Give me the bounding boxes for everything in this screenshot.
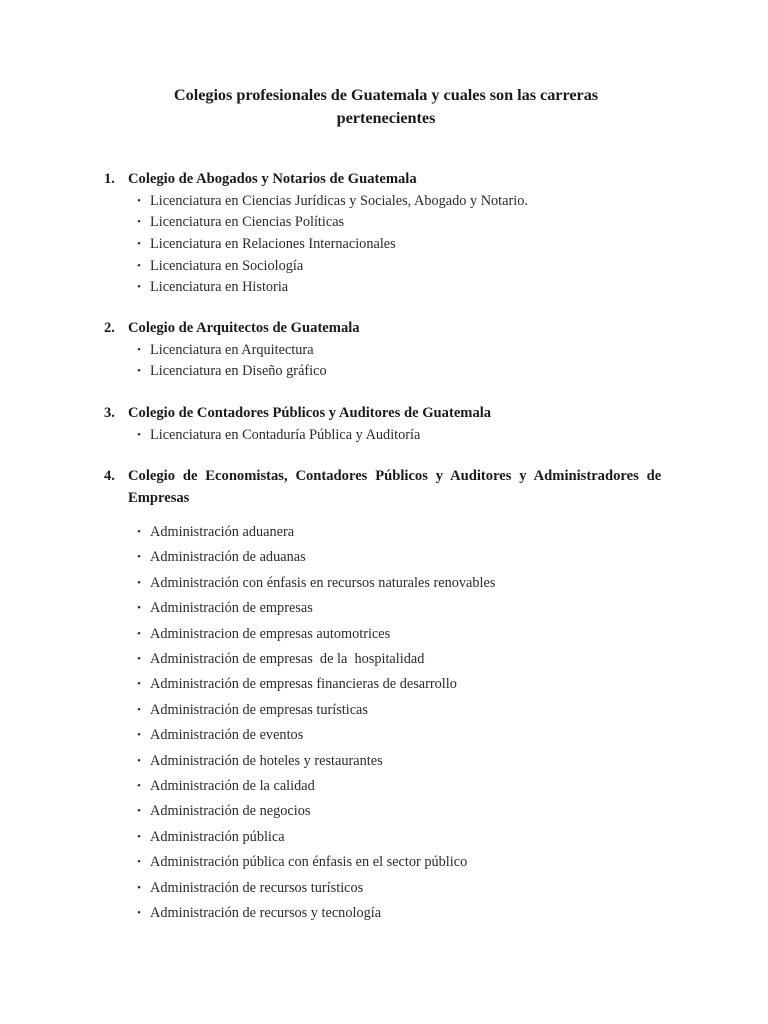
list-item	[0, 876, 768, 901]
section-3-number: 3.	[104, 405, 115, 421]
list-item-label: Administración de recursos turísticos	[150, 879, 364, 896]
page-title-line-2: pertenecientes	[336, 107, 436, 127]
section-4-list	[0, 520, 768, 927]
list-item-label: Administración de aduanas	[150, 549, 306, 566]
list-item-label: Licenciatura en Ciencias Jurídicas y Sociales, Abogado y Notario.	[150, 192, 528, 209]
section-3-list	[0, 425, 768, 447]
section-1-number: 1.	[104, 171, 115, 187]
bullet-icon: •	[137, 365, 141, 378]
list-item	[0, 647, 768, 672]
bullet-icon: •	[137, 653, 141, 666]
list-item	[0, 571, 768, 596]
list-item-label: Licenciatura en Ciencias Políticas	[150, 214, 345, 231]
bullet-icon: •	[137, 881, 141, 894]
list-item-label: Licenciatura en Sociología	[150, 257, 304, 274]
list-item-label: Administración pública	[150, 828, 285, 845]
list-item	[0, 749, 768, 774]
list-item	[0, 825, 768, 850]
bullet-icon: •	[137, 627, 141, 640]
bullet-icon: •	[137, 703, 141, 716]
page-title-line-1: Colegios profesionales de Guatemala y cuales son las carreras	[173, 85, 599, 104]
list-item	[0, 850, 768, 875]
list-item-label: Administración de empresas	[150, 600, 313, 617]
list-item	[0, 545, 768, 570]
bullet-icon: •	[137, 551, 141, 564]
list-item	[0, 277, 768, 299]
list-item-label: Administración de empresas de la hospitalidad	[150, 651, 425, 668]
list-item	[0, 234, 768, 256]
list-item-label: Licenciatura en Relaciones Internacionales	[150, 235, 396, 252]
bullet-icon: •	[137, 602, 141, 615]
section-2-title: Colegio de Arquitectos de Guatemala	[128, 320, 360, 336]
list-item-label: Licenciatura en Arquitectura	[150, 341, 314, 358]
list-item	[0, 596, 768, 621]
section-4-heading	[0, 466, 768, 509]
list-item-label: Administración aduanera	[150, 524, 295, 540]
list-item	[0, 425, 768, 447]
bullet-icon: •	[137, 343, 141, 356]
section-1-list	[0, 191, 768, 300]
bullet-icon: •	[137, 281, 141, 294]
list-item-label: Administracion de empresas automotrices	[150, 625, 391, 642]
section-colegio-abogados	[0, 169, 768, 299]
section-2-list	[0, 340, 768, 383]
list-item-label: Administración de empresas financieras de desarrollo	[150, 676, 457, 693]
bullet-icon: •	[137, 194, 141, 207]
bullet-icon: •	[137, 830, 141, 843]
list-item-label: Licenciatura en Historia	[150, 279, 289, 296]
section-colegio-contadores	[0, 403, 768, 446]
list-item	[0, 901, 768, 926]
bullet-icon: •	[137, 907, 141, 920]
list-item	[0, 672, 768, 697]
bullet-icon: •	[137, 856, 141, 869]
page-title	[136, 84, 636, 129]
list-item-label: Administración de recursos y tecnología	[150, 905, 382, 922]
list-item-label: Administración de la calidad	[150, 778, 315, 795]
section-1-title: Colegio de Abogados y Notarios de Guatemala	[128, 171, 417, 187]
list-item	[0, 361, 768, 383]
list-item	[0, 520, 768, 545]
list-item-label: Licenciatura en Contaduría Pública y Auditoría	[150, 426, 421, 443]
section-colegio-economistas	[0, 466, 768, 927]
bullet-icon: •	[137, 576, 141, 589]
list-item-label: Administración de hoteles y restaurantes	[150, 752, 383, 769]
bullet-icon: •	[137, 526, 141, 538]
list-item	[0, 723, 768, 748]
list-item	[0, 340, 768, 362]
bullet-icon: •	[137, 237, 141, 250]
section-3-title: Colegio de Contadores Públicos y Auditores de Guatemala	[128, 405, 492, 421]
bullet-icon: •	[137, 428, 141, 441]
list-item	[0, 256, 768, 278]
bullet-icon: •	[137, 678, 141, 691]
list-item-label: Administración con énfasis en recursos naturales renovables	[150, 574, 496, 591]
section-colegio-arquitectos	[0, 318, 768, 383]
bullet-icon: •	[137, 259, 141, 272]
bullet-icon: •	[137, 805, 141, 818]
list-item	[0, 698, 768, 723]
section-4-title-line-1: Colegio de Economistas, Contadores Públicos y Auditores y Administradores de	[128, 468, 662, 484]
section-4-title-line-2: Empresas	[128, 489, 190, 506]
list-item-label: Administración de negocios	[150, 803, 311, 820]
list-item	[0, 774, 768, 799]
section-2-heading	[0, 318, 768, 340]
list-item	[0, 212, 768, 234]
list-item-label: Licenciatura en Diseño gráfico	[150, 363, 327, 380]
list-item	[0, 799, 768, 824]
list-item-label: Administración de empresas turísticas	[150, 701, 368, 718]
list-item-label: Administración pública con énfasis en el sector público	[150, 854, 468, 871]
section-4-number: 4.	[104, 468, 115, 484]
section-3-heading	[0, 403, 768, 425]
bullet-icon: •	[137, 216, 141, 229]
section-2-number: 2.	[104, 320, 115, 336]
list-item	[0, 622, 768, 647]
section-1-heading	[0, 169, 768, 191]
bullet-icon: •	[137, 780, 141, 793]
bullet-icon: •	[137, 729, 141, 742]
bullet-icon: •	[137, 754, 141, 767]
list-item-label: Administración de eventos	[150, 727, 304, 744]
list-item	[0, 191, 768, 213]
